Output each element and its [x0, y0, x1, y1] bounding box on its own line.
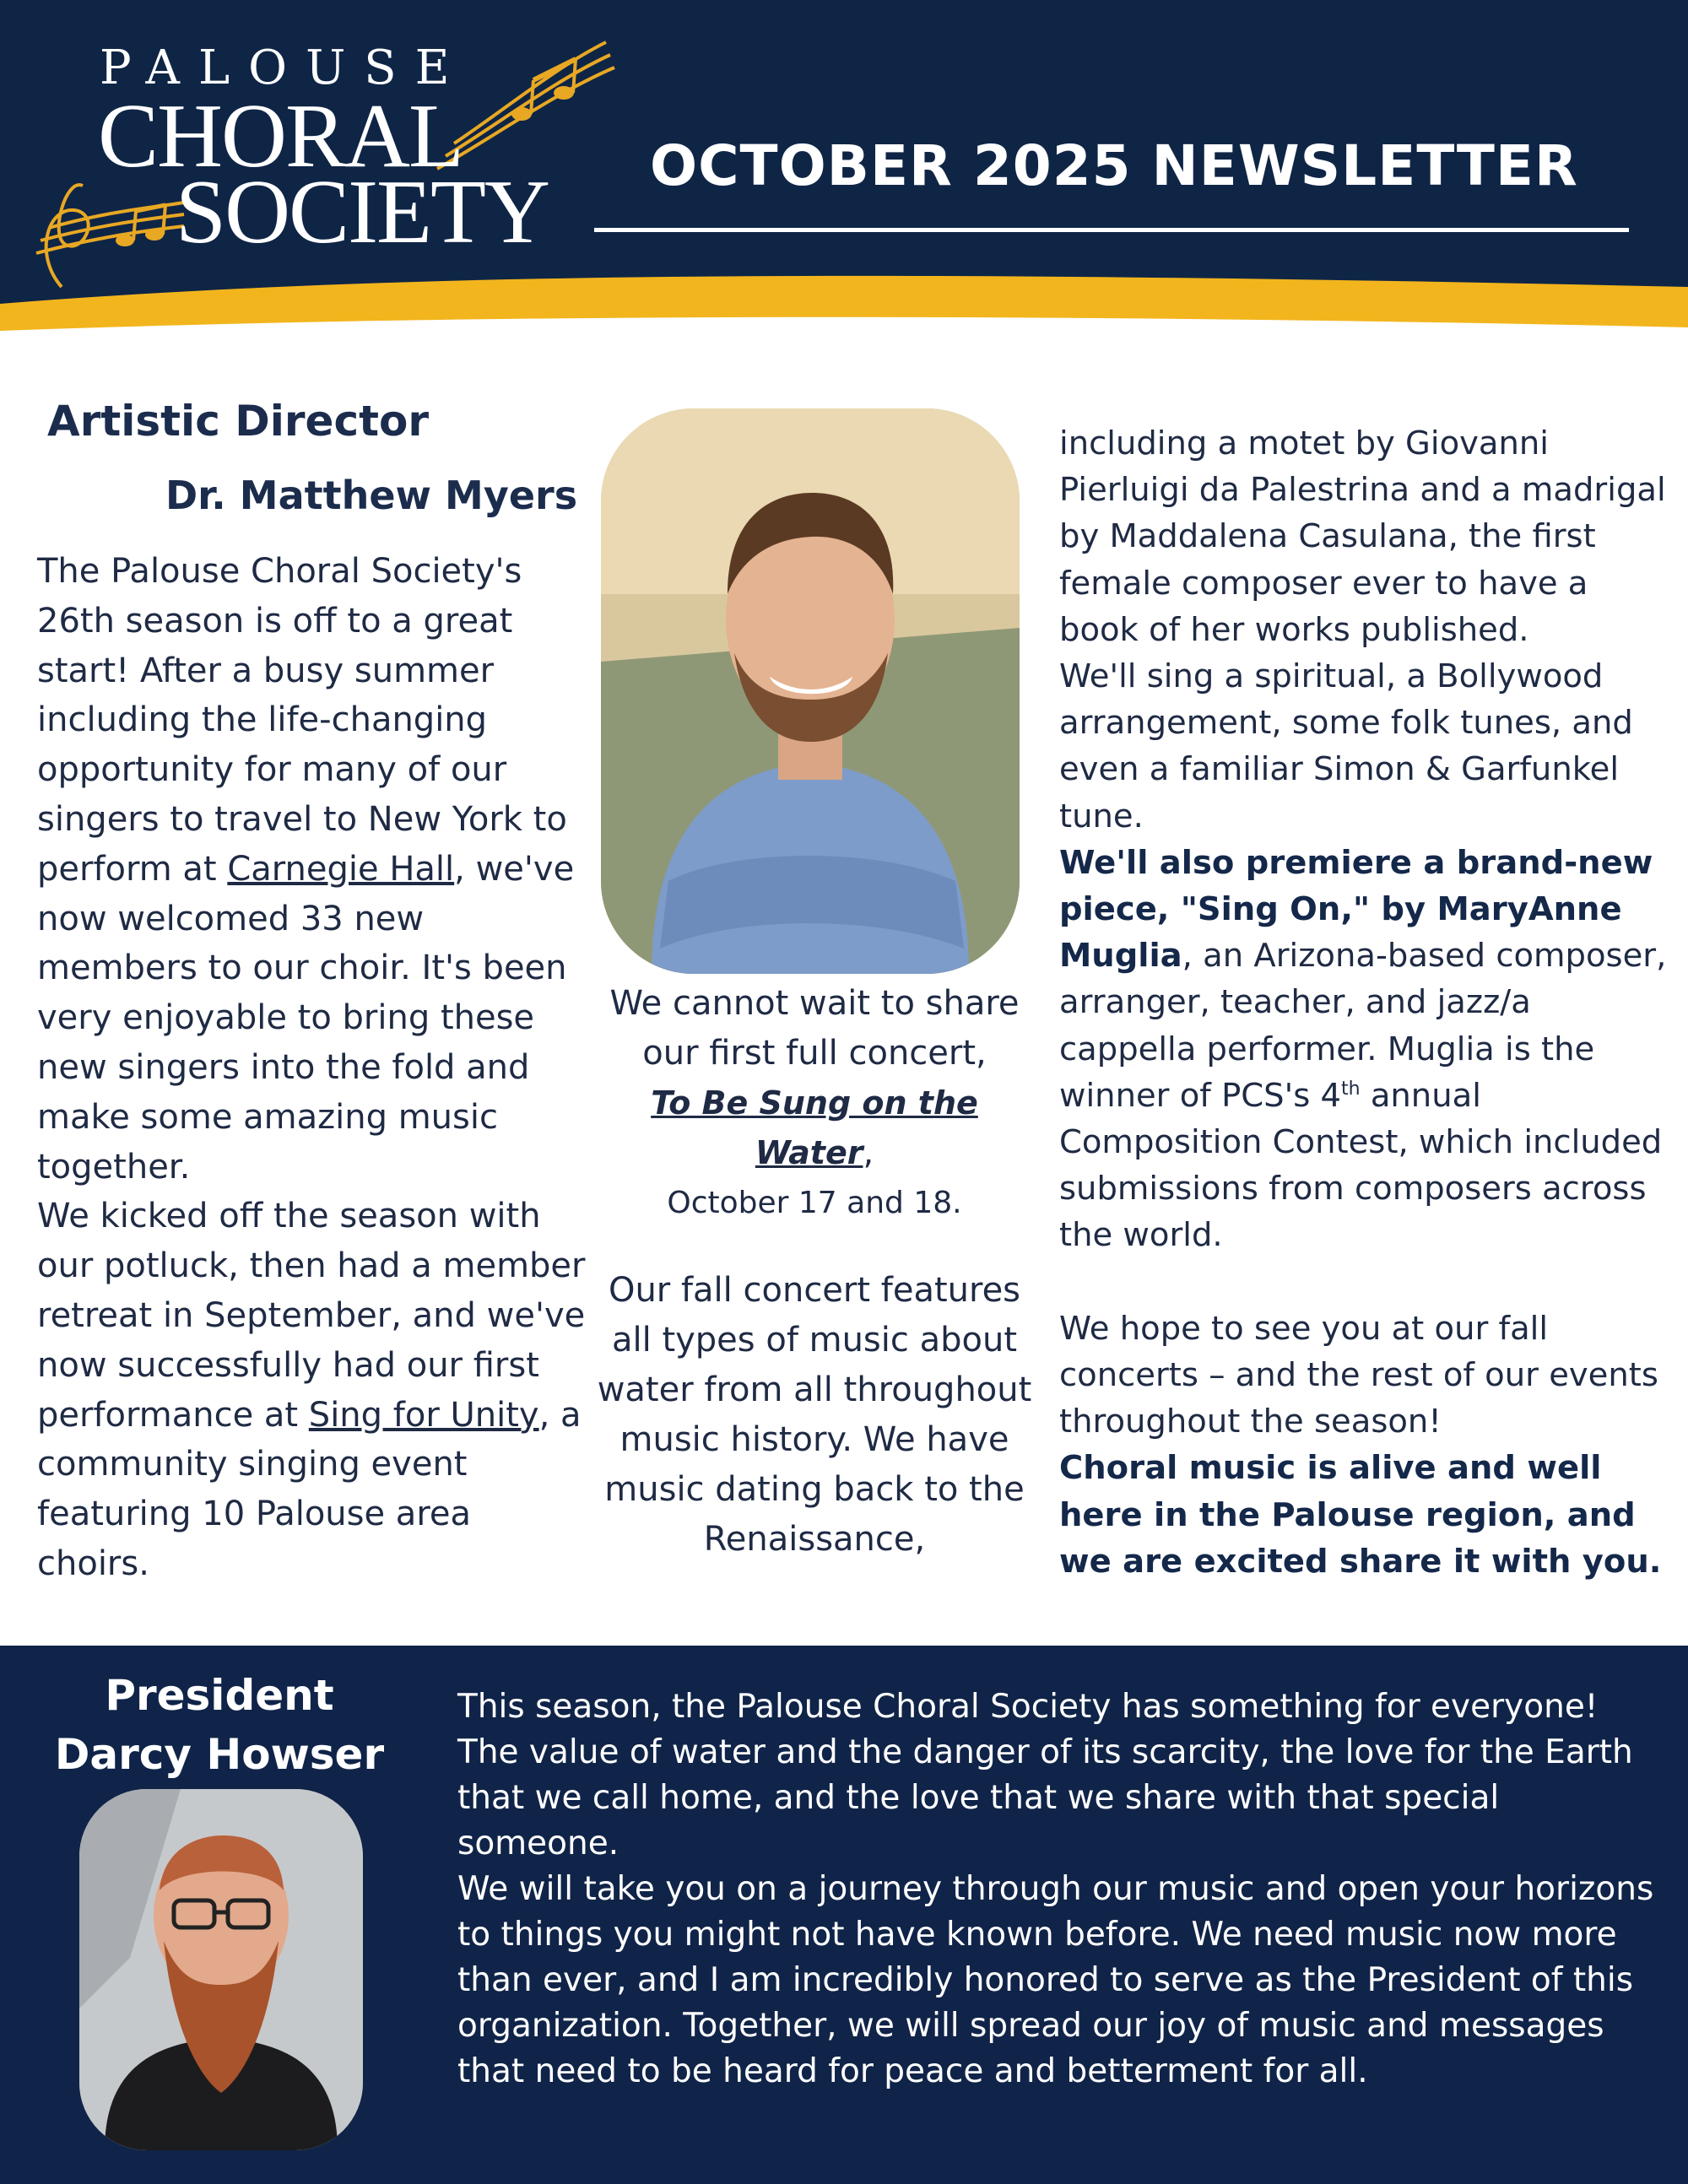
artistic-director-name: Dr. Matthew Myers: [165, 473, 578, 518]
artistic-director-photo: [601, 408, 1020, 974]
president-name: Darcy Howser: [54, 1730, 385, 1779]
president-paragraph-1: This season, the Palouse Choral Society has something for everyone! The value of water and the danger of its scarcity, the love for the Earth that we call home, and the love that we share with that special someone.: [457, 1688, 1633, 1862]
premiere-announcement: We'll also premiere a brand-new piece, "Sing On," by MaryAnne Muglia: [1059, 843, 1653, 976]
logo-choral-text: CHORAL: [98, 86, 463, 187]
logo-palouse-text: PALOUSE: [100, 41, 468, 95]
palouse-choral-society-logo: [15, 34, 623, 312]
artistic-director-column-1: [37, 547, 586, 1589]
col1-text-4: , a community singing event featuring 10 Palouse area choirs.: [37, 1395, 582, 1583]
fall-concert-description: Our fall concert features all types of music about water from all throughout music history. We have music dating back to the Renaissance,: [597, 1271, 1032, 1559]
president-portrait-illustration: [79, 1789, 363, 2150]
col3-text-3: , an Arizona-based composer, arranger, teacher, and jazz/a cappella performer. Muglia is the winner of PCS's 4: [1059, 937, 1667, 1115]
col1-text-1: The Palouse Choral Society's 26th season is off to a great start! After a busy summer including the life-changing opportunity for many of our singers to travel to New York to perform at: [37, 552, 567, 889]
artistic-director-column-3: [1059, 420, 1667, 1585]
concert-name: To Be Sung on the Water: [651, 1084, 978, 1171]
col3-text-1: including a motet by Giovanni Pierluigi da Palestrina and a madrigal by Maddalena Casulana, the first female composer ever to have a book of her works published.: [1059, 424, 1666, 649]
president-paragraph-2: We will take you on a journey through our music and open your horizons to things you might not have known before. We need music now more than ever, and I am incredibly honored to serve as the President of this organization. Together, we will spread our joy of music and messages that need to be heard for peace and betterment for all.: [457, 1870, 1654, 2090]
closing-statement: Choral music is alive and well here in the Palouse region, and we are excited share it with you.: [1059, 1449, 1662, 1581]
president-photo: [79, 1789, 363, 2150]
col1-text-2: , we've now welcomed 33 new members to our choir. It's been very enjoyable to bring these new singers into the fold and make some amazing music together.: [37, 849, 575, 1187]
president-title: President: [105, 1671, 334, 1720]
col3-text-4: annual Composition Contest, which included submissions from composers across the world.: [1059, 1076, 1663, 1255]
newsletter-title: OCTOBER 2025 NEWSLETTER: [650, 133, 1578, 198]
concert-intro-text: We cannot wait to share our first full concert,: [609, 984, 1020, 1073]
logo-society-text: SOCIETY: [176, 162, 549, 262]
col3-text-2: We'll sing a spiritual, a Bollywood arrangement, some folk tunes, and even a familiar Simon & Garfunkel tune.: [1059, 657, 1633, 835]
title-underline: [594, 228, 1629, 232]
concert-name-comma: ,: [863, 1133, 874, 1172]
sing-for-unity-link[interactable]: Sing for Unity: [308, 1395, 539, 1435]
artistic-director-column-2: [591, 979, 1038, 1228]
newsletter-header: [0, 0, 1688, 348]
col1-text-3: We kicked off the season with our potluck, then had a member retreat in September, and we've now successfully had our first performance at: [37, 1197, 586, 1435]
ordinal-suffix: th: [1341, 1078, 1361, 1100]
concert-dates: October 17 and 18.: [667, 1186, 962, 1220]
president-message: [457, 1684, 1656, 2095]
artistic-director-heading: Artistic Director: [47, 397, 430, 446]
carnegie-hall-link[interactable]: Carnegie Hall: [227, 849, 455, 889]
col3-text-5: We hope to see you at our fall concerts – and the rest of our events throughout the season!: [1059, 1309, 1658, 1441]
portrait-illustration: [601, 408, 1020, 974]
